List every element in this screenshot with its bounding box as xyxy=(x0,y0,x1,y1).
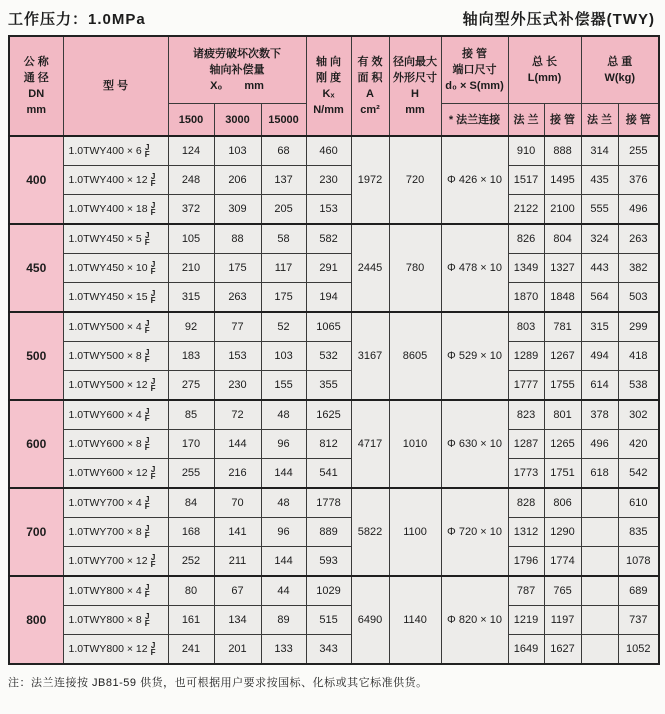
model-suffix-jf: J F xyxy=(144,143,150,159)
length-pipe-cell: 1327 xyxy=(544,254,581,283)
x3000-cell: 211 xyxy=(214,547,261,577)
weight-flange-cell: 378 xyxy=(581,400,618,430)
length-pipe-cell: 1290 xyxy=(544,518,581,547)
table-row xyxy=(9,576,659,606)
x3000-cell: 201 xyxy=(214,635,261,665)
area-cell: 1972 xyxy=(351,136,389,224)
model-cell xyxy=(63,312,168,342)
weight-pipe-cell: 542 xyxy=(618,459,659,489)
length-flange-cell: 803 xyxy=(508,312,544,342)
radial-cell: 720 xyxy=(389,136,441,224)
weight-pipe-cell: 503 xyxy=(618,283,659,313)
x15000-cell: 175 xyxy=(261,283,306,313)
length-flange-cell: 1219 xyxy=(508,606,544,635)
stiffness-cell: 291 xyxy=(306,254,351,283)
x1500-cell: 255 xyxy=(168,459,214,489)
dn-cell: 400 xyxy=(9,136,63,224)
stiffness-cell: 889 xyxy=(306,518,351,547)
stiffness-cell: 1029 xyxy=(306,576,351,606)
model-cell xyxy=(63,518,168,547)
dn-cell: 450 xyxy=(9,224,63,312)
x1500-cell: 161 xyxy=(168,606,214,635)
x15000-cell: 155 xyxy=(261,371,306,401)
weight-flange-cell: 614 xyxy=(581,371,618,401)
page-header xyxy=(0,0,665,35)
table-row xyxy=(9,488,659,518)
table-row xyxy=(9,283,659,313)
table-row xyxy=(9,430,659,459)
stiffness-cell: 593 xyxy=(306,547,351,577)
dn-cell: 800 xyxy=(9,576,63,664)
header-length: 总 长 L(mm) xyxy=(508,36,581,104)
table-row xyxy=(9,635,659,665)
length-flange-cell: 1312 xyxy=(508,518,544,547)
length-pipe-cell: 1751 xyxy=(544,459,581,489)
x3000-cell: 72 xyxy=(214,400,261,430)
model-label: 1.0TWY800 × 12 J F xyxy=(68,641,156,657)
weight-flange-cell: 443 xyxy=(581,254,618,283)
x1500-cell: 252 xyxy=(168,547,214,577)
x15000-cell: 133 xyxy=(261,635,306,665)
x1500-cell: 84 xyxy=(168,488,214,518)
model-cell xyxy=(63,283,168,313)
model-label: 1.0TWY800 × 8 J F xyxy=(68,612,150,628)
x1500-cell: 124 xyxy=(168,136,214,166)
weight-flange-cell xyxy=(581,547,618,577)
weight-flange-cell xyxy=(581,518,618,547)
weight-flange-cell xyxy=(581,606,618,635)
length-flange-cell: 2122 xyxy=(508,195,544,225)
port-cell: Φ 478 × 10 xyxy=(441,224,508,312)
length-pipe-cell: 806 xyxy=(544,488,581,518)
x15000-cell: 48 xyxy=(261,488,306,518)
model-suffix-jf: J F xyxy=(144,495,150,511)
dn-cell: 500 xyxy=(9,312,63,400)
x1500-cell: 92 xyxy=(168,312,214,342)
table-row xyxy=(9,166,659,195)
x15000-cell: 52 xyxy=(261,312,306,342)
model-cell xyxy=(63,136,168,166)
port-cell: Φ 820 × 10 xyxy=(441,576,508,664)
length-flange-cell: 1777 xyxy=(508,371,544,401)
header-weight-pipe: 接 管 xyxy=(618,104,659,137)
weight-flange-cell: 618 xyxy=(581,459,618,489)
table-row xyxy=(9,459,659,489)
dn-cell: 600 xyxy=(9,400,63,488)
x1500-cell: 210 xyxy=(168,254,214,283)
model-label: 1.0TWY600 × 4 J F xyxy=(68,407,150,423)
model-cell xyxy=(63,342,168,371)
model-suffix-jf: J F xyxy=(144,348,150,364)
weight-flange-cell: 435 xyxy=(581,166,618,195)
stiffness-cell: 1625 xyxy=(306,400,351,430)
x3000-cell: 175 xyxy=(214,254,261,283)
length-pipe-cell: 804 xyxy=(544,224,581,254)
model-suffix-jf: J F xyxy=(144,524,150,540)
stiffness-cell: 541 xyxy=(306,459,351,489)
stiffness-cell: 230 xyxy=(306,166,351,195)
radial-cell: 780 xyxy=(389,224,441,312)
length-pipe-cell: 1774 xyxy=(544,547,581,577)
weight-pipe-cell: 376 xyxy=(618,166,659,195)
weight-pipe-cell: 538 xyxy=(618,371,659,401)
header-cycles-1500: 1500 xyxy=(168,104,214,137)
product-title: 轴向型外压式补偿器(TWY) xyxy=(462,11,655,28)
x15000-cell: 137 xyxy=(261,166,306,195)
header-weight-flange: 法 兰 xyxy=(581,104,618,137)
model-label: 1.0TWY450 × 15 J F xyxy=(68,289,156,305)
weight-flange-cell xyxy=(581,488,618,518)
model-label: 1.0TWY400 × 12 J F xyxy=(68,172,156,188)
weight-pipe-cell: 255 xyxy=(618,136,659,166)
length-pipe-cell: 781 xyxy=(544,312,581,342)
length-flange-cell: 823 xyxy=(508,400,544,430)
model-suffix-jf: J F xyxy=(150,377,156,393)
weight-pipe-cell: 382 xyxy=(618,254,659,283)
length-flange-cell: 1796 xyxy=(508,547,544,577)
table-row xyxy=(9,342,659,371)
weight-flange-cell: 494 xyxy=(581,342,618,371)
model-suffix-jf: J F xyxy=(144,436,150,452)
x1500-cell: 183 xyxy=(168,342,214,371)
model-label: 1.0TWY500 × 4 J F xyxy=(68,319,150,335)
port-cell: Φ 426 × 10 xyxy=(441,136,508,224)
stiffness-cell: 582 xyxy=(306,224,351,254)
x15000-cell: 44 xyxy=(261,576,306,606)
header-cycles-3000: 3000 xyxy=(214,104,261,137)
weight-pipe-cell: 610 xyxy=(618,488,659,518)
dn-cell: 700 xyxy=(9,488,63,576)
header-port: 接 管 端口尺寸 d₀ × S(mm) xyxy=(441,36,508,104)
weight-pipe-cell: 1078 xyxy=(618,547,659,577)
x3000-cell: 134 xyxy=(214,606,261,635)
model-cell xyxy=(63,371,168,401)
weight-pipe-cell: 689 xyxy=(618,576,659,606)
length-flange-cell: 1517 xyxy=(508,166,544,195)
length-pipe-cell: 801 xyxy=(544,400,581,430)
length-flange-cell: 1349 xyxy=(508,254,544,283)
length-pipe-cell: 1848 xyxy=(544,283,581,313)
x3000-cell: 206 xyxy=(214,166,261,195)
footnote: 注：法兰连接按 JB81-59 供货，也可根据用户要求按国标、化标或其它标准供货。 xyxy=(8,677,428,689)
stiffness-cell: 1065 xyxy=(306,312,351,342)
x1500-cell: 80 xyxy=(168,576,214,606)
x15000-cell: 144 xyxy=(261,459,306,489)
length-pipe-cell: 888 xyxy=(544,136,581,166)
weight-pipe-cell: 420 xyxy=(618,430,659,459)
weight-pipe-cell: 418 xyxy=(618,342,659,371)
length-pipe-cell: 1197 xyxy=(544,606,581,635)
table-row xyxy=(9,195,659,225)
x1500-cell: 170 xyxy=(168,430,214,459)
length-pipe-cell: 1267 xyxy=(544,342,581,371)
header-radial: 径向最大 外形尺寸 H mm xyxy=(389,36,441,136)
header-length-pipe: 接 管 xyxy=(544,104,581,137)
model-cell xyxy=(63,459,168,489)
length-flange-cell: 1773 xyxy=(508,459,544,489)
model-suffix-jf: J F xyxy=(150,641,156,657)
x1500-cell: 105 xyxy=(168,224,214,254)
model-suffix-jf: J F xyxy=(150,172,156,188)
stiffness-cell: 343 xyxy=(306,635,351,665)
weight-flange-cell: 324 xyxy=(581,224,618,254)
stiffness-cell: 194 xyxy=(306,283,351,313)
weight-pipe-cell: 299 xyxy=(618,312,659,342)
port-cell: Φ 529 × 10 xyxy=(441,312,508,400)
stiffness-cell: 532 xyxy=(306,342,351,371)
length-pipe-cell: 1265 xyxy=(544,430,581,459)
weight-pipe-cell: 302 xyxy=(618,400,659,430)
header-cycles-15000: 15000 xyxy=(261,104,306,137)
x3000-cell: 144 xyxy=(214,430,261,459)
model-label: 1.0TWY800 × 4 J F xyxy=(68,583,150,599)
table-row xyxy=(9,606,659,635)
area-cell: 3167 xyxy=(351,312,389,400)
weight-pipe-cell: 737 xyxy=(618,606,659,635)
x15000-cell: 68 xyxy=(261,136,306,166)
area-cell: 4717 xyxy=(351,400,389,488)
length-flange-cell: 828 xyxy=(508,488,544,518)
stiffness-cell: 515 xyxy=(306,606,351,635)
weight-flange-cell: 314 xyxy=(581,136,618,166)
model-suffix-jf: J F xyxy=(150,465,156,481)
model-suffix-jf: J F xyxy=(144,612,150,628)
x3000-cell: 216 xyxy=(214,459,261,489)
weight-pipe-cell: 835 xyxy=(618,518,659,547)
length-pipe-cell: 1495 xyxy=(544,166,581,195)
model-label: 1.0TWY500 × 12 J F xyxy=(68,377,156,393)
model-cell xyxy=(63,635,168,665)
length-flange-cell: 1870 xyxy=(508,283,544,313)
model-cell xyxy=(63,606,168,635)
x15000-cell: 89 xyxy=(261,606,306,635)
weight-pipe-cell: 263 xyxy=(618,224,659,254)
header-x0: X₀ xyxy=(210,80,223,92)
table-row xyxy=(9,518,659,547)
length-pipe-cell: 2100 xyxy=(544,195,581,225)
working-pressure-title: 工作压力：1.0MPa xyxy=(8,11,146,28)
length-flange-cell: 826 xyxy=(508,224,544,254)
length-pipe-cell: 1755 xyxy=(544,371,581,401)
x15000-cell: 103 xyxy=(261,342,306,371)
x3000-cell: 77 xyxy=(214,312,261,342)
length-flange-cell: 1287 xyxy=(508,430,544,459)
x3000-cell: 67 xyxy=(214,576,261,606)
model-suffix-jf: J F xyxy=(150,201,156,217)
x1500-cell: 275 xyxy=(168,371,214,401)
header-stiffness: 轴 向 刚 度 Kₓ N/mm xyxy=(306,36,351,136)
weight-flange-cell: 555 xyxy=(581,195,618,225)
model-label: 1.0TWY500 × 8 J F xyxy=(68,348,150,364)
model-label: 1.0TWY700 × 12 J F xyxy=(68,553,156,569)
model-label: 1.0TWY450 × 10 J F xyxy=(68,260,156,276)
radial-cell: 1010 xyxy=(389,400,441,488)
x3000-cell: 153 xyxy=(214,342,261,371)
weight-flange-cell xyxy=(581,576,618,606)
table-row xyxy=(9,224,659,254)
header-length-flange: 法 兰 xyxy=(508,104,544,137)
port-cell: Φ 720 × 10 xyxy=(441,488,508,576)
x3000-cell: 70 xyxy=(214,488,261,518)
x1500-cell: 248 xyxy=(168,166,214,195)
x3000-cell: 263 xyxy=(214,283,261,313)
model-label: 1.0TWY600 × 12 J F xyxy=(68,465,156,481)
model-label: 1.0TWY400 × 6 J F xyxy=(68,143,150,159)
x3000-cell: 88 xyxy=(214,224,261,254)
x15000-cell: 96 xyxy=(261,518,306,547)
model-cell xyxy=(63,488,168,518)
model-suffix-jf: J F xyxy=(150,289,156,305)
x1500-cell: 85 xyxy=(168,400,214,430)
model-cell xyxy=(63,195,168,225)
length-flange-cell: 910 xyxy=(508,136,544,166)
model-label: 1.0TWY700 × 4 J F xyxy=(68,495,150,511)
weight-flange-cell: 564 xyxy=(581,283,618,313)
x15000-cell: 58 xyxy=(261,224,306,254)
weight-flange-cell xyxy=(581,635,618,665)
x15000-cell: 117 xyxy=(261,254,306,283)
x1500-cell: 241 xyxy=(168,635,214,665)
stiffness-cell: 812 xyxy=(306,430,351,459)
weight-pipe-cell: 1052 xyxy=(618,635,659,665)
model-suffix-jf: J F xyxy=(150,553,156,569)
model-cell xyxy=(63,254,168,283)
header-dn: 公 称 通 径 DN mm xyxy=(9,36,63,136)
stiffness-cell: 355 xyxy=(306,371,351,401)
x15000-cell: 48 xyxy=(261,400,306,430)
model-label: 1.0TWY400 × 18 J F xyxy=(68,201,156,217)
table-row xyxy=(9,547,659,577)
model-cell xyxy=(63,166,168,195)
x15000-cell: 205 xyxy=(261,195,306,225)
model-cell xyxy=(63,547,168,577)
area-cell: 6490 xyxy=(351,576,389,664)
model-suffix-jf: J F xyxy=(144,407,150,423)
weight-pipe-cell: 496 xyxy=(618,195,659,225)
header-port-sub: * 法兰连接 xyxy=(441,104,508,137)
model-suffix-jf: J F xyxy=(144,231,150,247)
model-suffix-jf: J F xyxy=(144,583,150,599)
radial-cell: 1100 xyxy=(389,488,441,576)
area-cell: 2445 xyxy=(351,224,389,312)
length-flange-cell: 1649 xyxy=(508,635,544,665)
x1500-cell: 168 xyxy=(168,518,214,547)
table-row xyxy=(9,254,659,283)
area-cell: 5822 xyxy=(351,488,389,576)
header-x0-unit: mm xyxy=(244,80,264,92)
header-fatigue: 诸疲劳破坏次数下 轴向补偿量 X₀ mm xyxy=(168,36,306,104)
model-cell xyxy=(63,400,168,430)
table-row xyxy=(9,312,659,342)
header-weight: 总 重 W(kg) xyxy=(581,36,659,104)
x1500-cell: 372 xyxy=(168,195,214,225)
model-cell xyxy=(63,224,168,254)
header-area: 有 效 面 积 A cm² xyxy=(351,36,389,136)
stiffness-cell: 460 xyxy=(306,136,351,166)
length-flange-cell: 787 xyxy=(508,576,544,606)
model-label: 1.0TWY700 × 8 J F xyxy=(68,524,150,540)
x3000-cell: 230 xyxy=(214,371,261,401)
x3000-cell: 103 xyxy=(214,136,261,166)
radial-cell: 1140 xyxy=(389,576,441,664)
x3000-cell: 141 xyxy=(214,518,261,547)
model-label: 1.0TWY600 × 8 J F xyxy=(68,436,150,452)
model-suffix-jf: J F xyxy=(144,319,150,335)
model-cell xyxy=(63,430,168,459)
x15000-cell: 144 xyxy=(261,547,306,577)
model-cell xyxy=(63,576,168,606)
compensator-spec-table xyxy=(8,35,660,665)
x1500-cell: 315 xyxy=(168,283,214,313)
radial-cell: 8605 xyxy=(389,312,441,400)
header-model: 型 号 xyxy=(63,36,168,136)
weight-flange-cell: 496 xyxy=(581,430,618,459)
length-flange-cell: 1289 xyxy=(508,342,544,371)
stiffness-cell: 153 xyxy=(306,195,351,225)
port-cell: Φ 630 × 10 xyxy=(441,400,508,488)
length-pipe-cell: 765 xyxy=(544,576,581,606)
table-row xyxy=(9,136,659,166)
model-label: 1.0TWY450 × 5 J F xyxy=(68,231,150,247)
weight-flange-cell: 315 xyxy=(581,312,618,342)
x15000-cell: 96 xyxy=(261,430,306,459)
stiffness-cell: 1778 xyxy=(306,488,351,518)
table-row xyxy=(9,400,659,430)
table-row xyxy=(9,371,659,401)
x3000-cell: 309 xyxy=(214,195,261,225)
length-pipe-cell: 1627 xyxy=(544,635,581,665)
model-suffix-jf: J F xyxy=(150,260,156,276)
